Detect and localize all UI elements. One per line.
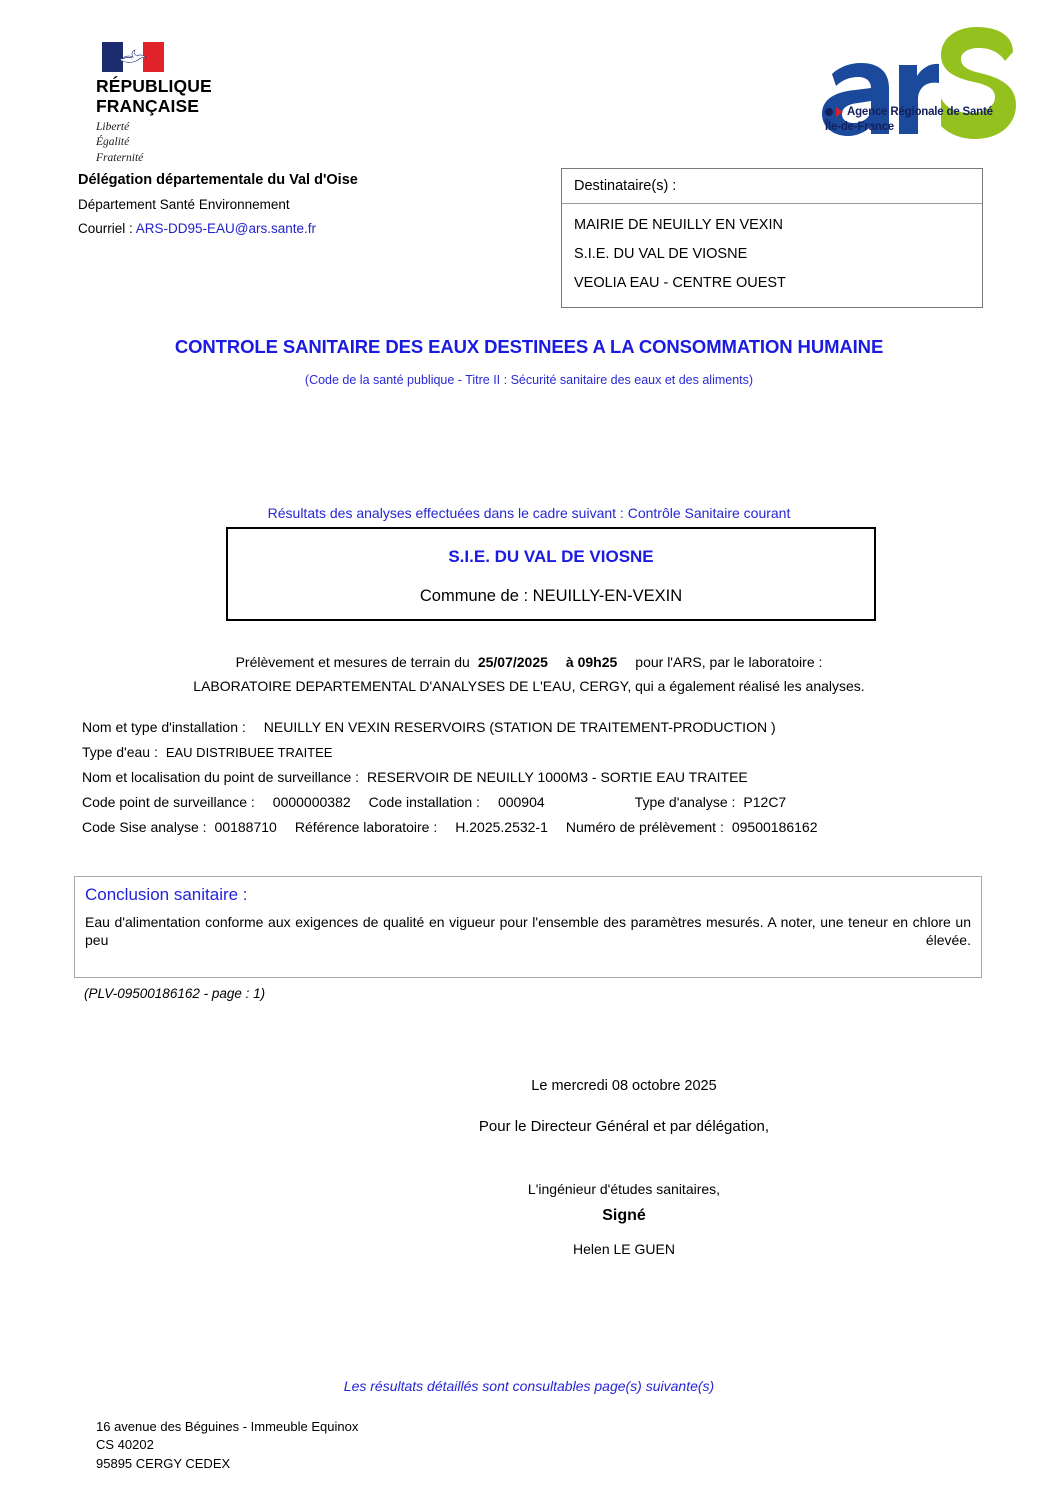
republique-line1: RÉPUBLIQUE — [96, 76, 212, 96]
install-code-value: 000904 — [497, 794, 545, 810]
republique-motto — [96, 120, 286, 166]
document-subtitle: (Code de la santé publique - Titre II : Sécurité sanitaire des eaux et des aliments) — [304, 373, 754, 387]
sise-code-label: Code Sise analyse : — [82, 819, 207, 835]
recipients-heading: Destinataire(s) : — [562, 169, 982, 204]
sampling-line-2: LABORATOIRE DEPARTEMENTAL D'ANALYSES DE L'EAU, CERGY, qui a également réalisé les analyses. — [193, 678, 865, 694]
conclusion-title: Conclusion sanitaire : — [85, 885, 248, 904]
installation-name-value: NEUILLY EN VEXIN RESERVOIRS (STATION DE TRAITEMENT-PRODUCTION ) — [263, 719, 776, 735]
surveillance-point-label: Nom et localisation du point de surveillance : — [82, 769, 360, 785]
conclusion-text: Eau d'alimentation conforme aux exigences de qualité en vigueur pour l'ensemble des paramètres mesurés. A noter, une teneur en chlore un peu élevée. — [85, 914, 971, 948]
water-type-value: EAU DISTRIBUEE TRAITEE — [165, 745, 333, 760]
ars-subtitle — [825, 106, 1005, 133]
document-title: CONTROLE SANITAIRE DES EAUX DESTINEES A LA CONSOMMATION HUMAINE — [174, 336, 884, 357]
results-frame-box — [226, 527, 876, 621]
signature-signed-label: Signé — [602, 1207, 646, 1224]
recipient-item: S.I.E. DU VAL DE VIOSNE — [574, 246, 748, 262]
sampling-suffix: pour l'ARS, par le laboratoire : — [635, 654, 823, 670]
signature-delegation-line: Pour le Directeur Général et par délégation, — [478, 1118, 770, 1135]
ars-region-label: Île-de-France — [825, 121, 894, 133]
installation-name-row — [82, 719, 972, 735]
ars-logo — [817, 22, 1022, 152]
ars-agency-label: Agence Régionale de Santé — [847, 106, 993, 118]
address-line-2: CS 40202 — [96, 1437, 154, 1453]
email-label: Courriel : — [78, 221, 136, 236]
sampling-time: à 09h25 — [565, 654, 618, 670]
email-link[interactable]: ARS-DD95-EAU@ars.sante.fr — [135, 221, 317, 236]
ars-agency-line — [825, 106, 1005, 118]
recipients-box — [561, 168, 983, 308]
signature-role: L'ingénieur d'études sanitaires, — [527, 1181, 721, 1197]
delegation-department: Département Santé Environnement — [78, 197, 290, 212]
water-type-row — [82, 744, 972, 760]
codes-row-2 — [82, 819, 972, 835]
motto-liberte: Liberté — [96, 121, 130, 134]
installation-details — [82, 719, 972, 844]
installation-name-label: Nom et type d'installation : — [82, 719, 246, 735]
sample-number-value: 09500186162 — [731, 819, 818, 835]
delegation-title: Délégation départementale du Val d'Oise — [78, 172, 358, 188]
sampling-line-1 — [0, 654, 1058, 670]
codes-row-1 — [82, 794, 972, 810]
more-results-note: Les résultats détaillés sont consultables page(s) suivante(s) — [343, 1378, 715, 1394]
republique-title — [96, 77, 286, 116]
analysis-type-label: Type d'analyse : — [634, 794, 736, 810]
french-flag-icon — [102, 42, 164, 72]
sample-number-label: Numéro de prélèvement : — [565, 819, 724, 835]
recipient-item: VEOLIA EAU - CENTRE OUEST — [574, 275, 786, 291]
address-line-1: 16 avenue des Béguines - Immeuble Equinox — [96, 1419, 359, 1434]
motto-fraternite: Fraternité — [96, 151, 144, 164]
signature-name: Helen LE GUEN — [573, 1241, 675, 1257]
republique-line2: FRANÇAISE — [96, 95, 199, 116]
lab-reference-value: H.2025.2532-1 — [455, 819, 548, 835]
sise-code-value: 00188710 — [214, 819, 277, 835]
red-chevron-icon — [836, 107, 843, 117]
install-code-label: Code installation : — [368, 794, 480, 810]
signature-date: Le mercredi 08 octobre 2025 — [531, 1078, 717, 1094]
footer-address — [96, 1418, 358, 1473]
results-frame-caption: Résultats des analyses effectuées dans le cadre suivant : Contrôle Sanitaire courant — [267, 505, 791, 521]
sampling-date: 25/07/2025 — [477, 654, 548, 670]
analysis-type-value: P12C7 — [743, 794, 787, 810]
recipient-item: MAIRIE DE NEUILLY EN VEXIN — [574, 217, 783, 233]
point-code-label: Code point de surveillance : — [82, 794, 255, 810]
delegation-block — [78, 172, 508, 245]
sanitary-conclusion-box — [74, 876, 982, 978]
organisation-name: S.I.E. DU VAL DE VIOSNE — [448, 547, 654, 566]
marianne-icon — [116, 45, 150, 69]
surveillance-point-value: RESERVOIR DE NEUILLY 1000M3 - SORTIE EAU TRAITEE — [367, 769, 748, 785]
address-line-3: 95895 CERGY CEDEX — [96, 1455, 231, 1471]
sampling-prefix: Prélèvement et mesures de terrain du — [235, 654, 470, 670]
commune-name: Commune de : NEUILLY-EN-VEXIN — [419, 587, 683, 605]
point-code-value: 0000000382 — [272, 794, 351, 810]
blue-dot-icon — [825, 108, 833, 116]
surveillance-point-row — [82, 769, 972, 785]
delegation-email-row — [78, 221, 508, 236]
motto-egalite: Égalité — [96, 136, 130, 149]
page-reference: (PLV-09500186162 - page : 1) — [84, 986, 266, 1001]
republique-francaise-logo — [96, 42, 286, 166]
lab-reference-label: Référence laboratoire : — [294, 819, 438, 835]
recipients-list — [562, 204, 982, 307]
water-type-label: Type d'eau : — [82, 744, 158, 760]
